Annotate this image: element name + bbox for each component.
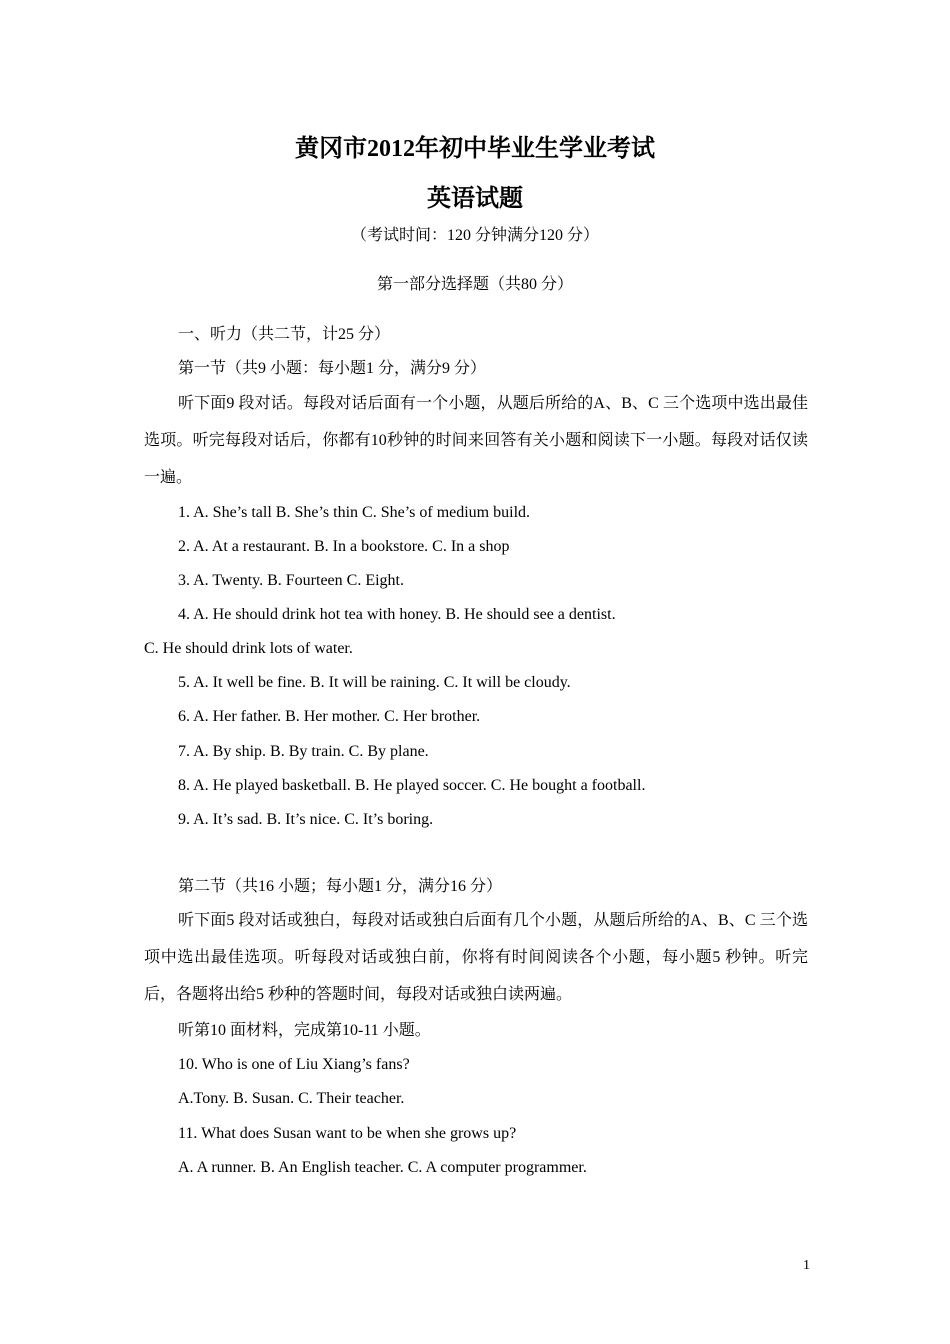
- exam-subject: 英语试题: [427, 186, 523, 212]
- question-item-continuation: C. He should drink lots of water.: [144, 640, 353, 657]
- question-item: 8. A. He played basketball. B. He played soccer. C. He bought a football.: [178, 777, 646, 794]
- section1-heading: 第一节（共9 小题：每小题1 分，满分9 分）: [178, 360, 487, 377]
- question-item: 3. A. Twenty. B. Fourteen C. Eight.: [178, 572, 404, 589]
- answer-options: A.Tony. B. Susan. C. Their teacher.: [178, 1090, 405, 1107]
- exam-title: 黄冈市2012年初中毕业生学业考试: [295, 136, 655, 162]
- question-item: 4. A. He should drink hot tea with honey. B. He should see a dentist.: [178, 606, 616, 623]
- section2-instructions: 听下面5 段对话或独白，每段对话或独白后面有几个小题，从题后所给的A、B、C 三个选项中选出最佳选项。听每段对话或独白前，你将有时间阅读各个小题，每小题5 秒钟。听完后，各题将出给5 秒种的答题时间，每段对话或独白读两遍。: [144, 912, 808, 1003]
- exam-info: （考试时间：120 分钟满分120 分）: [350, 227, 599, 244]
- question-item: 10. Who is one of Liu Xiang’s fans?: [178, 1056, 410, 1073]
- part-heading: 第一部分选择题（共80 分）: [376, 276, 573, 293]
- section-listening-heading: 一、听力（共二节，计25 分）: [178, 326, 391, 343]
- question-item: 6. A. Her father. B. Her mother. C. Her brother.: [178, 708, 481, 725]
- page-number: 1: [803, 1258, 810, 1273]
- section1-instructions: 听下面9 段对话。每段对话后面有一个小题，从题后所给的A、B、C 三个选项中选出最佳选项。听完每段对话后，你都有10秒钟的时间来回答有关小题和阅读下一小题。每段对话仅读一遍。: [144, 395, 808, 486]
- question-item: 9. A. It’s sad. B. It’s nice. C. It’s boring.: [178, 811, 434, 828]
- question-item: 1. A. She’s tall B. She’s thin C. She’s of medium build.: [178, 504, 531, 521]
- question-item: 5. A. It well be fine. B. It will be raining. C. It will be cloudy.: [178, 674, 571, 691]
- section2-heading: 第二节（共16 小题；每小题1 分，满分16 分）: [178, 878, 503, 895]
- material-note: 听第10 面材料，完成第10-11 小题。: [178, 1022, 431, 1039]
- question-item: 7. A. By ship. B. By train. C. By plane.: [178, 743, 429, 760]
- answer-options: A. A runner. B. An English teacher. C. A computer programmer.: [178, 1159, 587, 1176]
- question-item: 11. What does Susan want to be when she grows up?: [178, 1125, 517, 1142]
- question-item: 2. A. At a restaurant. B. In a bookstore. C. In a shop: [178, 538, 510, 555]
